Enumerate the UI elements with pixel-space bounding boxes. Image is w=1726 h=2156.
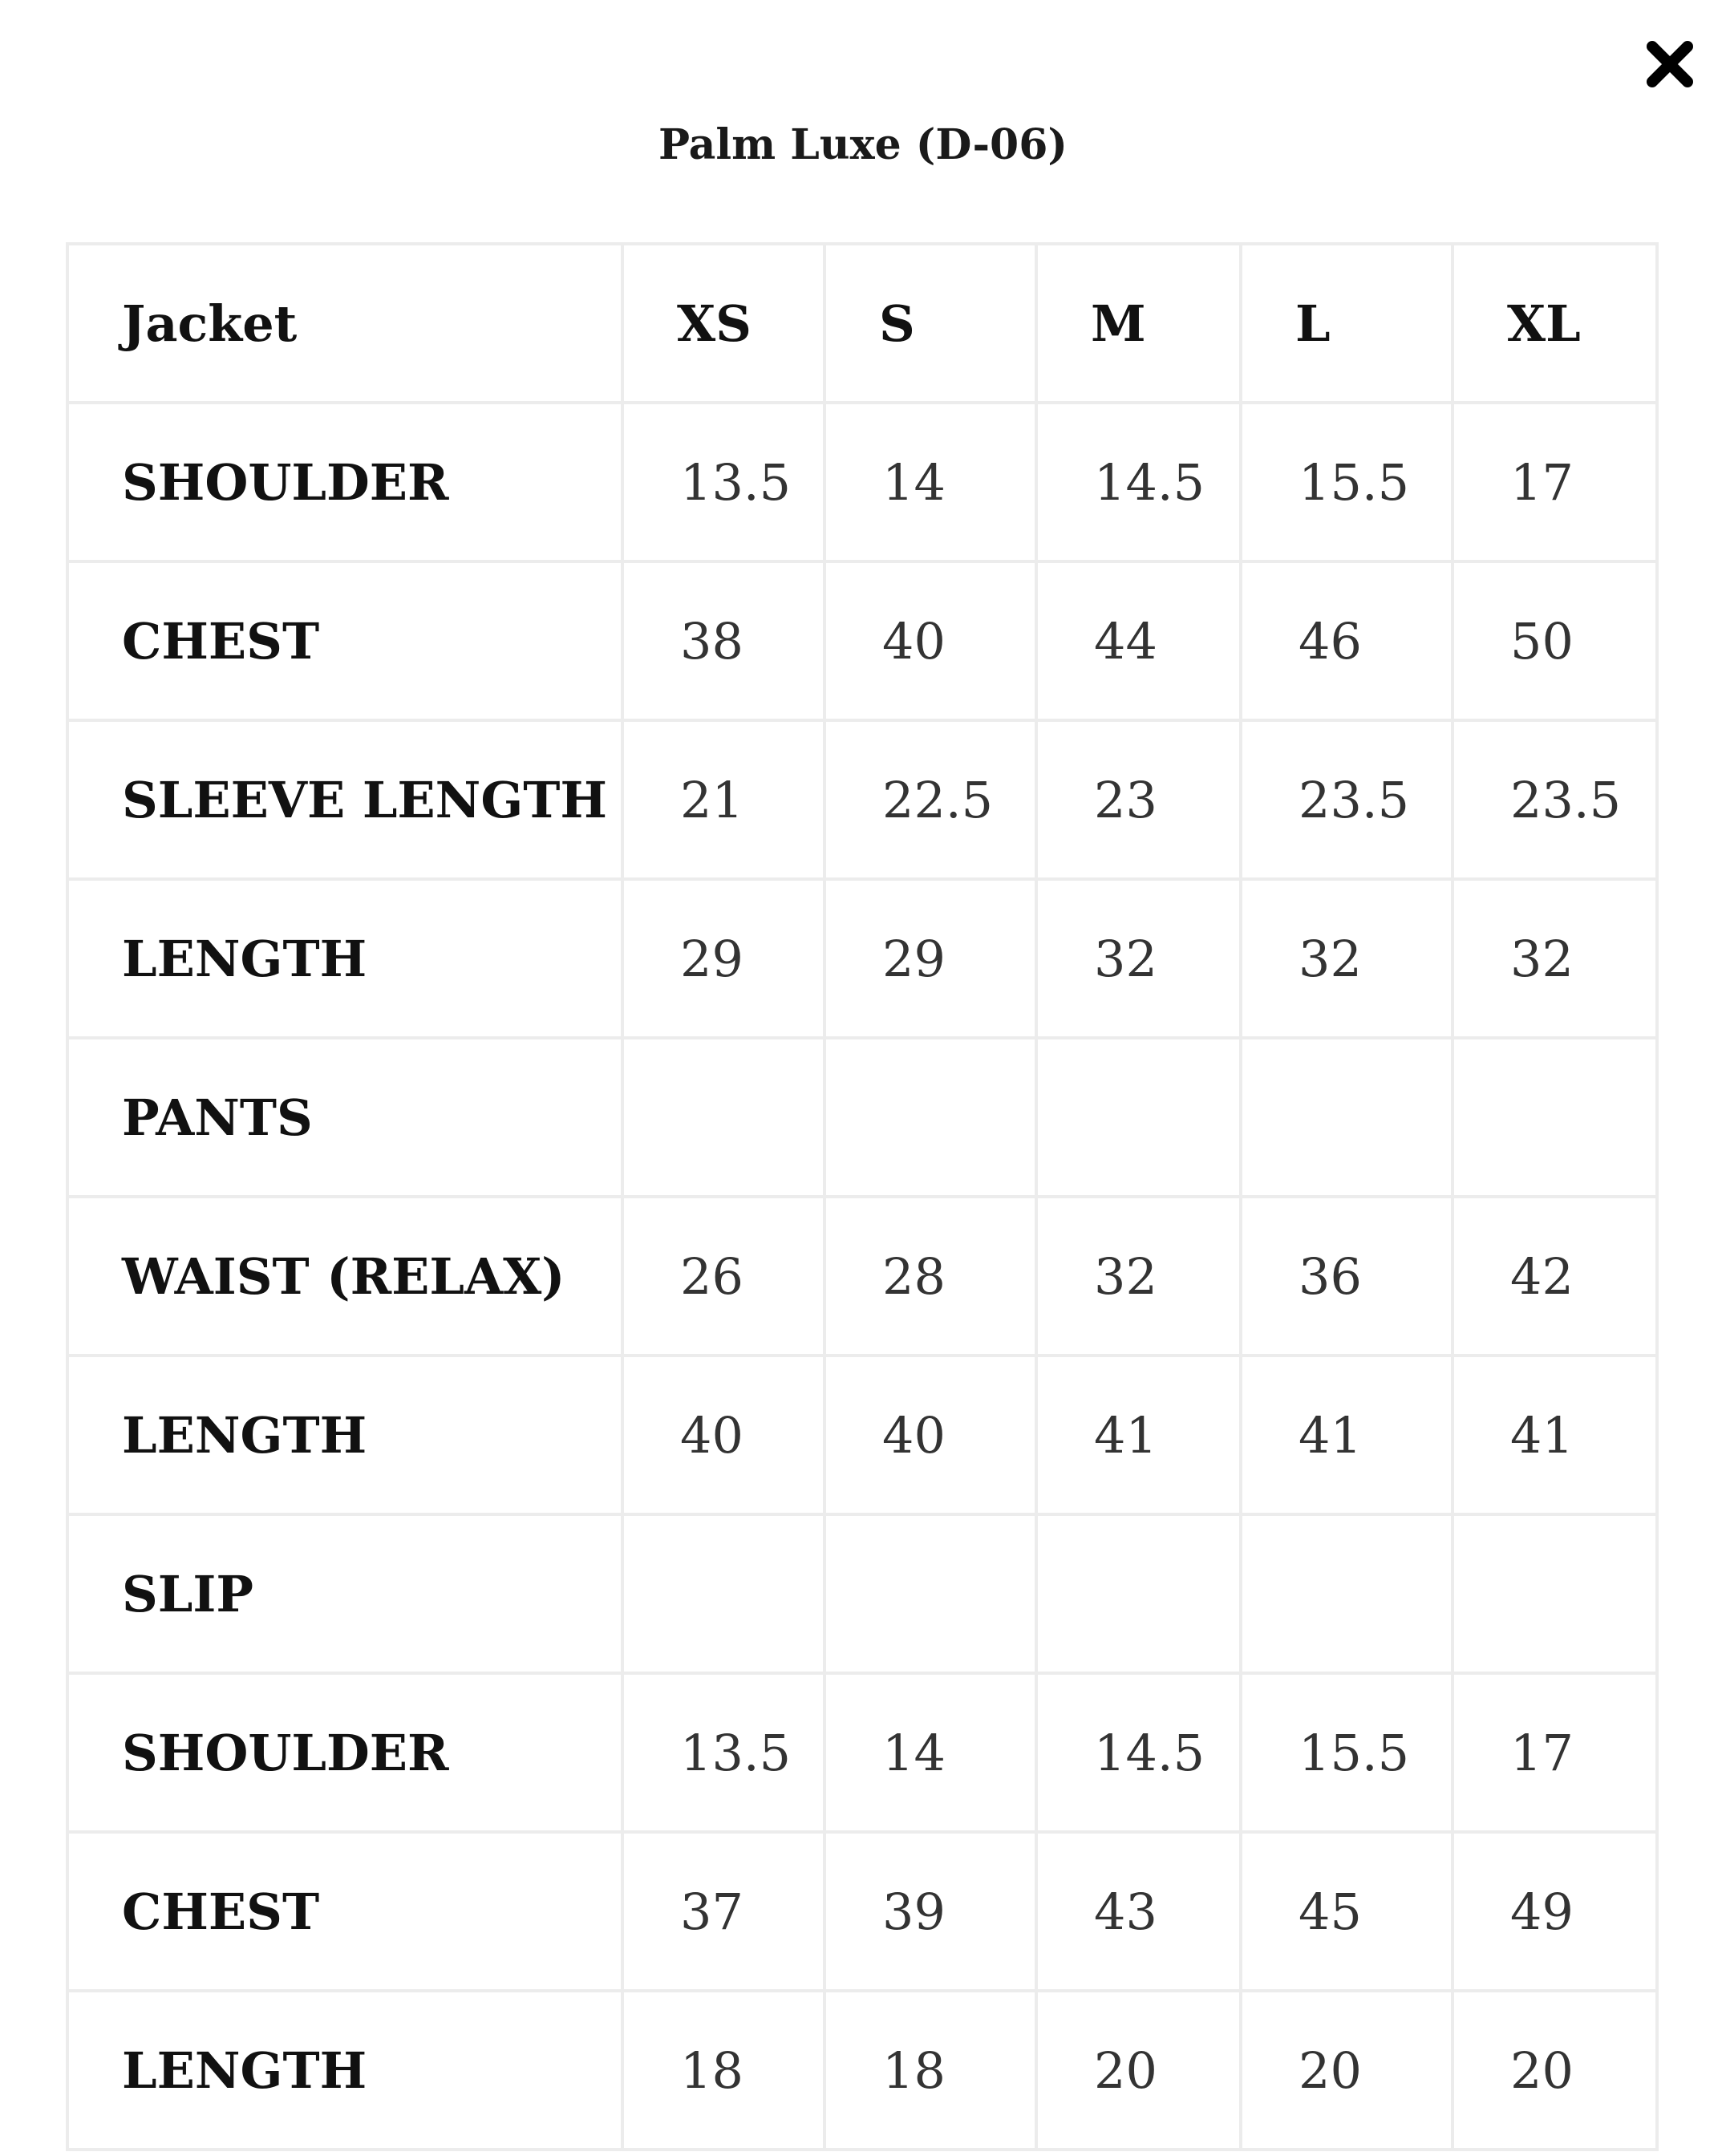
measurement-cell: 17: [1453, 1673, 1657, 1832]
table-row: [67, 879, 1657, 1038]
measurement-cell: [1241, 1514, 1453, 1673]
table-row: [67, 1038, 1657, 1197]
measurement-cell: 49: [1453, 1832, 1657, 1991]
measurement-cell: 26: [622, 1197, 825, 1356]
row-label: PANTS: [67, 1038, 622, 1197]
measurement-cell: 15.5: [1241, 1673, 1453, 1832]
table-row: [67, 1514, 1657, 1673]
measurement-cell: [622, 1514, 825, 1673]
measurement-cell: 15.5: [1241, 403, 1453, 561]
size-chart-table: [66, 242, 1659, 2151]
measurement-cell: 41: [1453, 1356, 1657, 1514]
measurement-cell: 32: [1241, 879, 1453, 1038]
row-label: WAIST (RELAX): [67, 1197, 622, 1356]
measurement-cell: 20: [1241, 1991, 1453, 2150]
measurement-cell: 38: [622, 561, 825, 720]
measurement-cell: 18: [825, 1991, 1036, 2150]
measurement-cell: 13.5: [622, 403, 825, 561]
row-label: LENGTH: [67, 1356, 622, 1514]
measurement-cell: [1241, 1038, 1453, 1197]
close-icon: [1644, 38, 1696, 90]
measurement-cell: 44: [1036, 561, 1241, 720]
measurement-cell: 40: [622, 1356, 825, 1514]
measurement-cell: [1036, 1038, 1241, 1197]
measurement-cell: [825, 1514, 1036, 1673]
measurement-cell: 29: [622, 879, 825, 1038]
measurement-cell: [1453, 1038, 1657, 1197]
measurement-cell: 14.5: [1036, 1673, 1241, 1832]
measurement-cell: 46: [1241, 561, 1453, 720]
header-cell: Jacket: [67, 244, 622, 403]
measurement-cell: [825, 1038, 1036, 1197]
measurement-cell: 23: [1036, 720, 1241, 879]
measurement-cell: 23.5: [1453, 720, 1657, 879]
measurement-cell: 39: [825, 1832, 1036, 1991]
row-label: SHOULDER: [67, 403, 622, 561]
measurement-cell: 14: [825, 1673, 1036, 1832]
measurement-cell: 41: [1036, 1356, 1241, 1514]
measurement-cell: 45: [1241, 1832, 1453, 1991]
table-row: [67, 1356, 1657, 1514]
measurement-cell: 37: [622, 1832, 825, 1991]
measurement-cell: 13.5: [622, 1673, 825, 1832]
table-row: [67, 1832, 1657, 1991]
measurement-cell: 22.5: [825, 720, 1036, 879]
table-row: [67, 1197, 1657, 1356]
measurement-cell: 40: [825, 561, 1036, 720]
measurement-cell: [622, 1038, 825, 1197]
table-row: [67, 403, 1657, 561]
header-cell: L: [1241, 244, 1453, 403]
row-label: LENGTH: [67, 879, 622, 1038]
measurement-cell: 42: [1453, 1197, 1657, 1356]
measurement-cell: 14: [825, 403, 1036, 561]
close-button[interactable]: [1644, 38, 1696, 90]
measurement-cell: 50: [1453, 561, 1657, 720]
measurement-cell: [1453, 1514, 1657, 1673]
row-label: SLEEVE LENGTH: [67, 720, 622, 879]
table-row: [67, 561, 1657, 720]
measurement-cell: 17: [1453, 403, 1657, 561]
measurement-cell: 28: [825, 1197, 1036, 1356]
page-title: Palm Luxe (D-06): [658, 120, 1068, 169]
header-cell: M: [1036, 244, 1241, 403]
row-label: SLIP: [67, 1514, 622, 1673]
row-label: CHEST: [67, 561, 622, 720]
measurement-cell: 29: [825, 879, 1036, 1038]
measurement-cell: 43: [1036, 1832, 1241, 1991]
table-row: [67, 1991, 1657, 2150]
measurement-cell: 40: [825, 1356, 1036, 1514]
table-row: [67, 720, 1657, 879]
measurement-cell: 20: [1036, 1991, 1241, 2150]
measurement-cell: 41: [1241, 1356, 1453, 1514]
header-cell: S: [825, 244, 1036, 403]
measurement-cell: 32: [1453, 879, 1657, 1038]
measurement-cell: 23.5: [1241, 720, 1453, 879]
measurement-cell: 20: [1453, 1991, 1657, 2150]
measurement-cell: 18: [622, 1991, 825, 2150]
measurement-cell: 21: [622, 720, 825, 879]
table-header-row: [67, 244, 1657, 403]
row-label: LENGTH: [67, 1991, 622, 2150]
measurement-cell: 32: [1036, 1197, 1241, 1356]
measurement-cell: [1036, 1514, 1241, 1673]
header-cell: XS: [622, 244, 825, 403]
row-label: CHEST: [67, 1832, 622, 1991]
row-label: SHOULDER: [67, 1673, 622, 1832]
table-row: [67, 1673, 1657, 1832]
header-cell: XL: [1453, 244, 1657, 403]
measurement-cell: 14.5: [1036, 403, 1241, 561]
measurement-cell: 36: [1241, 1197, 1453, 1356]
measurement-cell: 32: [1036, 879, 1241, 1038]
